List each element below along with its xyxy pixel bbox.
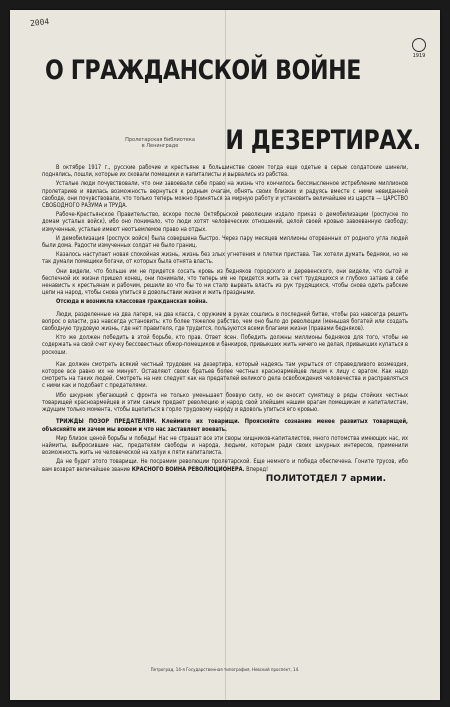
- printer-imprint: Петроград, 14-я Государственная типография, Невский проспект, 14.: [150, 667, 300, 672]
- title-line-1: О ГРАЖДАНСКОЙ ВОЙНЕ: [45, 55, 361, 86]
- archive-number: 2004: [29, 17, 50, 28]
- library-stamp-line-2: в Ленинграде: [141, 143, 179, 149]
- corner-stamp-year: 1919: [412, 53, 426, 59]
- poster-title: [45, 55, 421, 157]
- paragraph-4: И демобилизация (роспуск войск) была совершена быстро. Через пару месяцев миллионы оторванных от родного угла людей были дома. Радости измученных солдат не было границ.: [42, 235, 408, 250]
- title-line-2: И ДЕЗЕРТИРАХ.: [225, 125, 421, 156]
- paragraph-10: Как должен смотреть всякий честный трудовик на дезертира, который надеясь там укрыться от справедливого возмездия, которое все равно их не минует. Оставляют своих братьев более честных красноармейцев лицом к лицу с врагом. Как надо смотреть на таких людей. Смотреть на них следует как на предателей великого дела освобождения человечества и расправляться с ними как и подобает с предателями.: [42, 361, 408, 390]
- paragraph-6: Они видели, что больше им не придется сосать кровь из бедняков городского и деревенского, они видели, что сытой и беспечной их жизни пришел конец, они понимали, что теперь им не придется жить за счет трудящихся и глубоко затаив в себе ненависть к крестьянам и рабочим, решили во что бы то ни стало вырвать власть из рук трудящихся, чтобы снова одеть рабские цепи на народ, чтобы снова упиться в довольствии жизни и жить праздными.: [42, 268, 408, 297]
- library-stamp-line-1: Пролетарская библиотека: [125, 137, 195, 143]
- closing-paragraph-1: Мир близок ценой борьбы и победы! Нас не страшат все эти своры хищников-капиталистов, много потомства имеющих нас, их наймиты, выбросившие нас, предателям свободы и народа, людьми, которым ради своих шкурных интересов, применили возможность жить не человеческой на халуи к пяти капиталиста.: [42, 435, 408, 457]
- final-text: Да не будет этого товарищи. Не посрамим революции пролетарской. Еще немного и победа обеспечена. Гоните трусов, ибо вам возврат величайшее звание: [42, 459, 408, 473]
- final-paragraph: [42, 459, 408, 473]
- emblem-icon: [412, 38, 426, 52]
- paragraph-3: Рабоче-Крестьянское Правительство, вскоре после Октябрьской революции издало приказ о демобилизации (роспуске по домам усталых войск), ибо оно понимало, что люди хотят человеческих отношений, целой своей кровью завоеванную свободу; измученные, усталые имеют неотъемлемое право на отдых.: [42, 212, 408, 233]
- library-stamp: [120, 137, 200, 149]
- shame-lead: ТРИЖДЫ ПОЗОР ПРЕДАТЕЛЯМ.: [56, 419, 157, 426]
- poster-body: [42, 165, 408, 483]
- poster-sheet: [10, 10, 440, 700]
- shame-paragraph: [42, 419, 408, 433]
- paragraph-11: Ибо шкурник убегающий с фронта не только уменьшает боевую силу, но он вносит сумятицу в ряды стойких честных товарищей красноармейцев и этим самым предает революцию и народ свой злейшим нашим врагам помещикам и капиталистам, ждущим только момента, чтобы вцепиться в горло трудовому народу и вдоволь упиться его кровью.: [42, 392, 408, 414]
- final-tail: Вперед!: [246, 466, 269, 473]
- paragraph-8: Люди, разделенные на два лагеря, на два класса, с оружием в руках сошлись в последней битве, чтобы раз навсегда решить вопрос о власти, раз навсегда установить: кто более тяжелое рабство, чем оно было до революции (меньшая богатей или создать свободную трудовую жизнь, где нет правителя, где трудится, пользуются всеми благами жизни (правами бедняков).: [42, 311, 408, 333]
- paragraph-1: В октябре 1917 г., русские рабочие и крестьяне в большинстве своем тогда еще одетые в серые солдатские шинели, поднялись, пошли, которые их сковали помещики и капиталисты и вырвались из рабства.: [42, 165, 408, 179]
- paragraph-7: Отсюда и возникла классовая гражданская война.: [56, 299, 208, 306]
- paragraph-9: Кто же должен победить в этой борьбе, кто прав. Ответ ясен. Победить должны миллионы бедняков для того, чтобы не содержать на свой счет кучку бессовестных обжор-помещиков и банкиров, привыкших жить ничего не делая, привыкших купаться в роскоши.: [42, 335, 409, 356]
- shame-rest: Клеймите их товарищи. Проясняйте сознание менее развитых товарищей, объясняйте им зачем мы воюем и что нас заставляет воевать.: [42, 419, 408, 433]
- signature: ПОЛИТОТДЕЛ 7 армии.: [265, 473, 386, 484]
- paragraph-2: Усталые люди почувствовали, что они завоевали себе право на жизнь что кончилось бессмысленное истребление миллионов пролетариев и явилась возможность вернуться к родным очагам, обнять своих близких и радуясь вместе с ними невиданной свободе, они почувствовали, что только теперь можно приняться за мирную работу и установить величайшее из царств — ЦАРСТВО СВОБОДНОГО РАЗУМА и ТРУДА.: [42, 181, 408, 210]
- final-highlight: КРАСНОГО ВОИНА РЕВОЛЮЦИОНЕРА.: [131, 466, 245, 473]
- paragraph-5: Казалось наступает новая спокойная жизнь, жизнь без злых угнетения и плетки пристава. Так хотели думать бедняки, но не так думали помещики богачи, от которых была отнята власть.: [42, 252, 408, 266]
